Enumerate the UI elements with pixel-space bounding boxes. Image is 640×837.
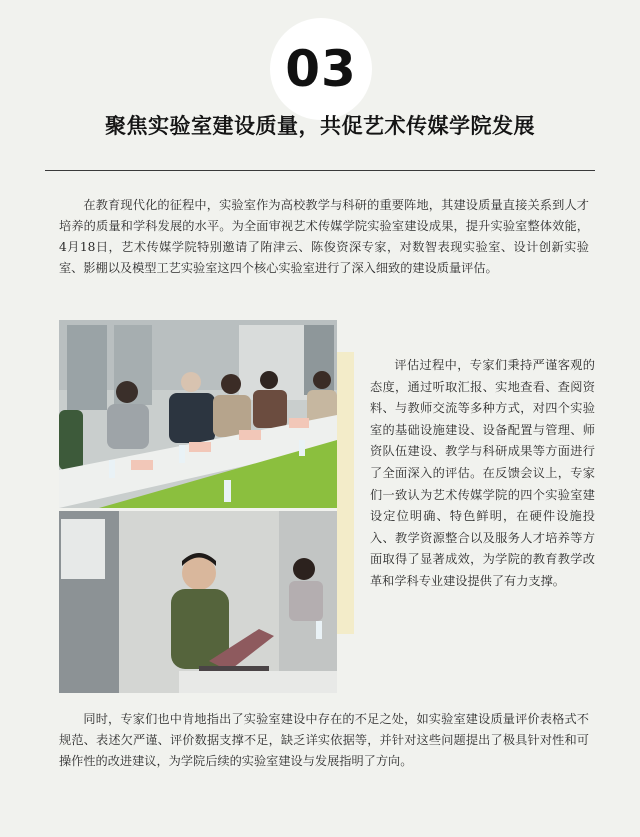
intro-paragraph: 在教育现代化的征程中，实验室作为高校教学与科研的重要阵地，其建设质量直接关系到人才培养的质量和学科发展的水平。为全面审视艺术传媒学院实验室建设成果，提升实验室整体效能，4月18日，艺术传媒学院特别邀请了陏津云、陈俊资深专家，对数智表现实验室、设计创新实验室、影棚以及模型工艺实验室这四个核心实验室进行了深入细致的建设质量评估。 (59, 198, 589, 275)
meeting-photo-speaker (59, 511, 337, 693)
page-title: 聚焦实验室建设质量，共促艺术传媒学院发展 (105, 114, 535, 138)
accent-bar (337, 352, 354, 634)
meeting-photo-experts (59, 320, 337, 508)
conclusion-paragraph: 同时，专家们也中肯地指出了实验室建设中存在的不足之处，如实验室建设质量评价表格式不规范、表述欠严谨、评价数据支撑不足，缺乏详实依据等，并针对这些问题提出了极具针对性和可操作性的改进建议，为学院后续的实验室建设与发展指明了方向。 (59, 712, 589, 768)
section-number-badge (270, 18, 372, 120)
title-divider (45, 170, 595, 171)
evaluation-paragraph: 评估过程中，专家们秉持严谨客观的态度，通过听取汇报、实地查看、查阅资料、与教师交流等多种方式，对四个实验室的基础设施建设、设备配置与管理、师资队伍建设、教学与科研成果等方面进行了全面深入的评估。在反馈会议上，专家们一致认为艺术传媒学院的四个实验室建设定位明确、特色鲜明，在硬件设施投入、教学资源整合以及服务人才培养等方面取得了显著成效，为学院的教育教学改革和学科专业建设提供了有力支撑。 (370, 358, 595, 588)
section-number: 03 (285, 40, 357, 98)
